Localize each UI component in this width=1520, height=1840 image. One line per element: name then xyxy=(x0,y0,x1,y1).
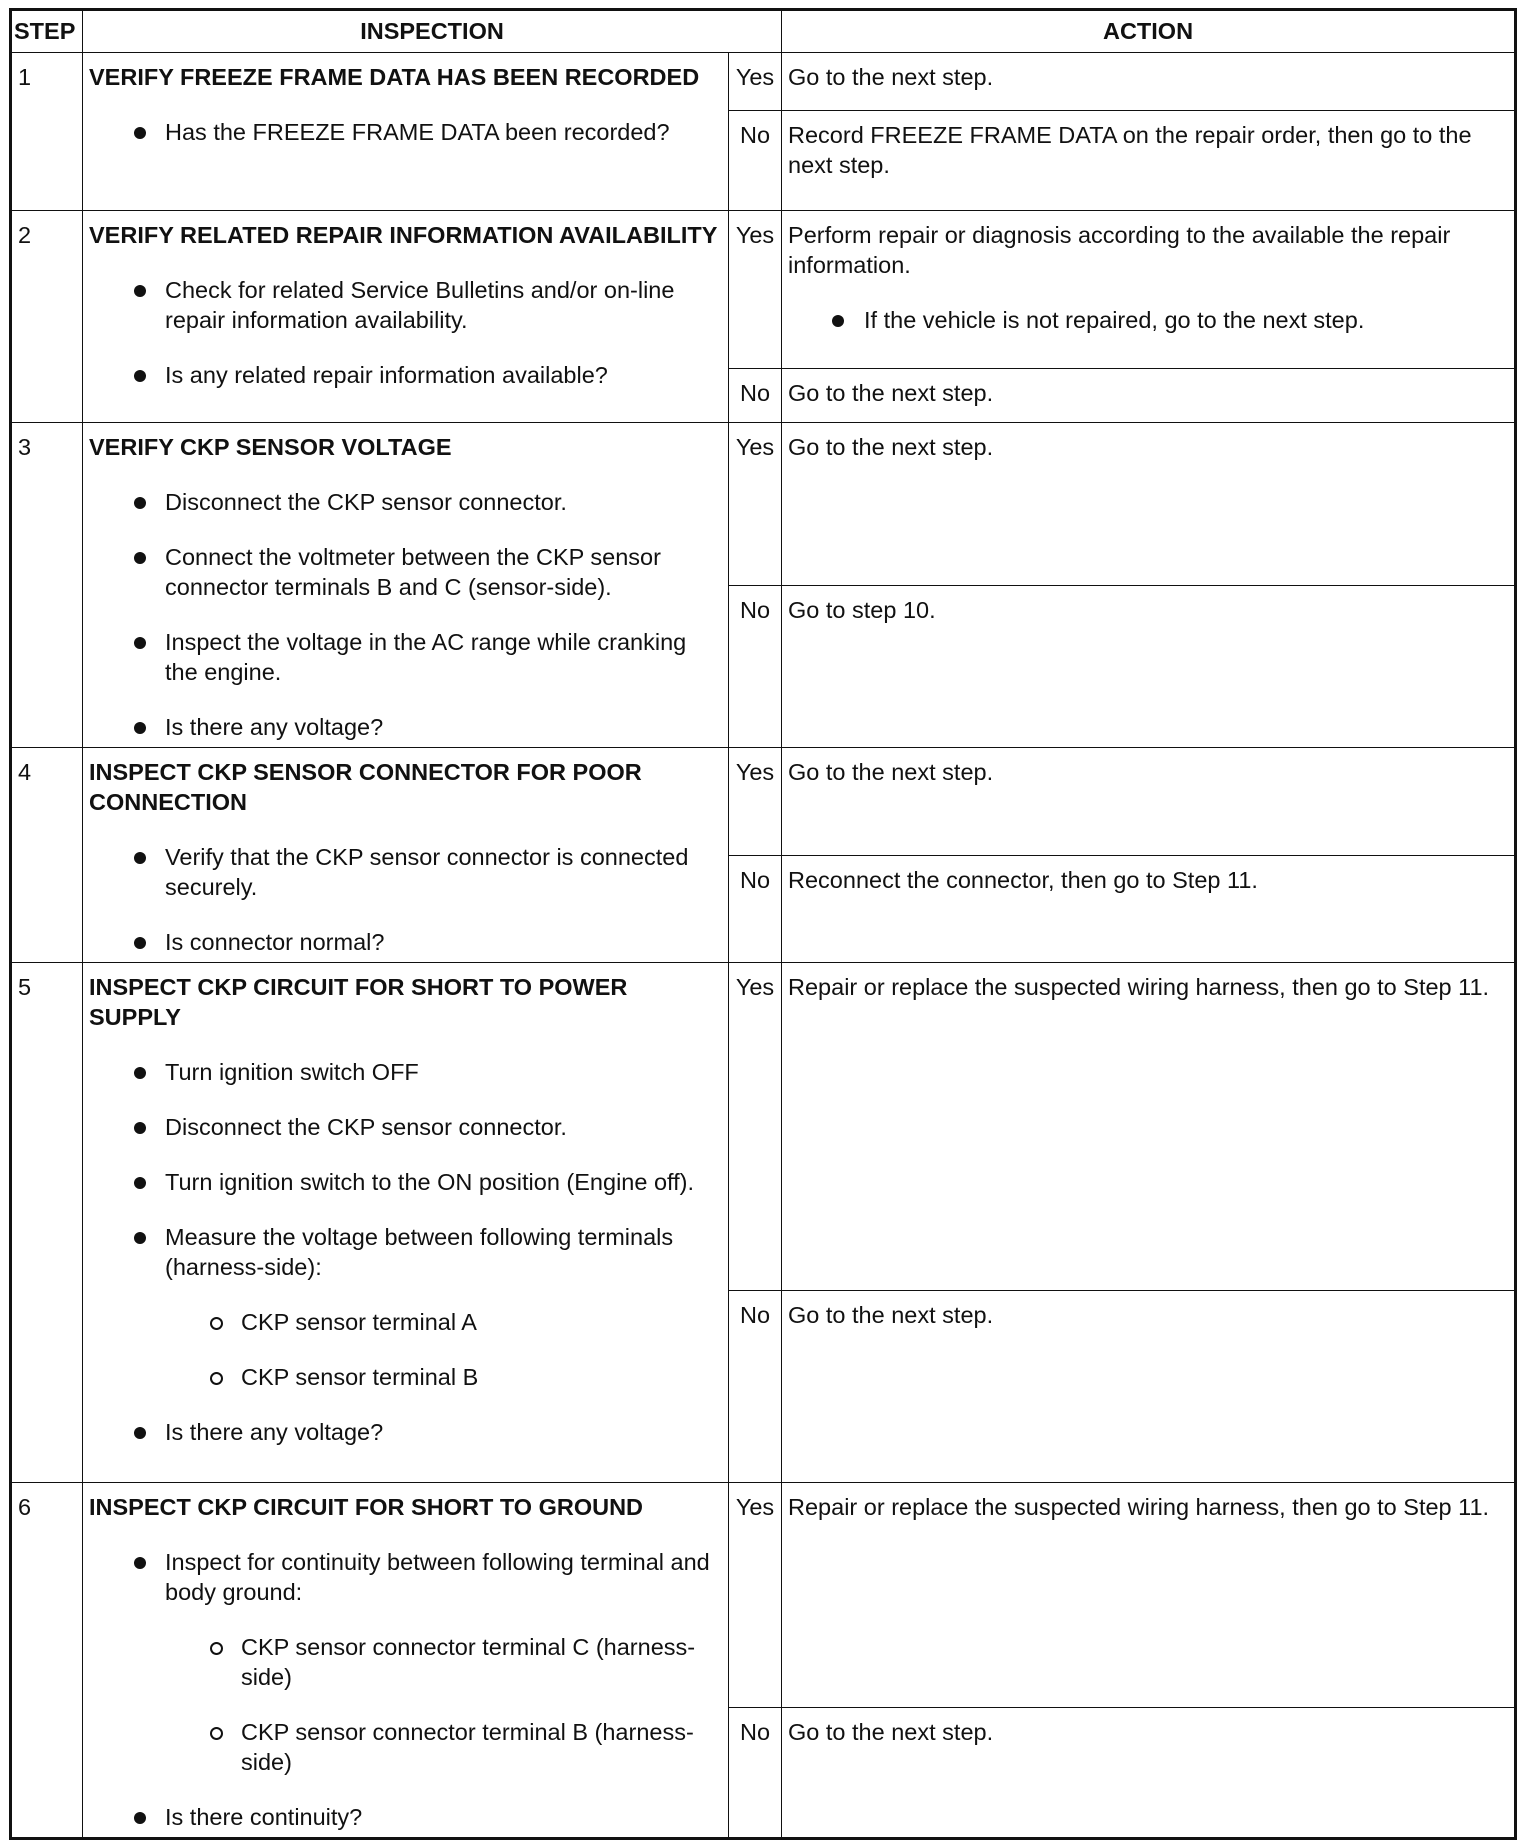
bullet-icon xyxy=(134,127,146,139)
no-action: Go to the next step. xyxy=(782,1291,1516,1483)
step-number: 1 xyxy=(11,53,83,211)
yes-action: Go to the next step. xyxy=(782,748,1516,856)
step-2-inspection xyxy=(83,211,729,423)
inspection-sub-bullet: CKP sensor connector terminal B (harness-side) xyxy=(89,1717,722,1777)
bullet-icon xyxy=(134,497,146,509)
no-action: Go to step 10. xyxy=(782,585,1516,748)
bullet-icon xyxy=(134,1427,146,1439)
step-number: 2 xyxy=(11,211,83,423)
step-1-inspection xyxy=(83,53,729,211)
inspection-bullet: Turn ignition switch OFF xyxy=(89,1057,722,1087)
step-number: 6 xyxy=(11,1483,83,1839)
bullet-icon xyxy=(832,315,844,327)
step-title: INSPECT CKP CIRCUIT FOR SHORT TO GROUND xyxy=(89,1494,644,1520)
inspection-bullet: Check for related Service Bulletins and/or on-line repair information availability. xyxy=(89,275,722,335)
bullet-icon xyxy=(134,637,146,649)
inspection-bullet: Disconnect the CKP sensor connector. xyxy=(89,487,722,517)
no-action: Go to the next step. xyxy=(782,1708,1516,1839)
step-3-yes-row xyxy=(11,423,1516,586)
bullet-icon xyxy=(134,1557,146,1569)
header-action: ACTION xyxy=(782,10,1516,53)
no-label: No xyxy=(729,585,782,748)
step-4-yes-row xyxy=(11,748,1516,856)
inspection-bullet: Has the FREEZE FRAME DATA been recorded? xyxy=(89,117,722,147)
bullet-icon xyxy=(134,1122,146,1134)
yes-action-cell xyxy=(782,211,1516,369)
yes-action: Repair or replace the suspected wiring harness, then go to Step 11. xyxy=(782,1483,1516,1708)
bullet-icon xyxy=(134,722,146,734)
no-action: Reconnect the connector, then go to Step 11. xyxy=(782,855,1516,963)
step-6-yes-row xyxy=(11,1483,1516,1708)
inspection-bullet: Connect the voltmeter between the CKP sensor connector terminals B and C (sensor-side). xyxy=(89,542,722,602)
inspection-bullet: Turn ignition switch to the ON position (Engine off). xyxy=(89,1167,722,1197)
step-title: INSPECT CKP CIRCUIT FOR SHORT TO POWER SUPPLY xyxy=(89,974,628,1030)
no-label: No xyxy=(729,111,782,211)
step-title: INSPECT CKP SENSOR CONNECTOR FOR POOR CONNECTION xyxy=(89,759,642,815)
no-action: Record FREEZE FRAME DATA on the repair order, then go to the next step. xyxy=(782,111,1516,211)
hollow-bullet-icon xyxy=(210,1727,223,1740)
hollow-bullet-icon xyxy=(210,1372,223,1385)
inspection-bullet: Is there any voltage? xyxy=(89,1417,722,1447)
step-2-yes-row xyxy=(11,211,1516,369)
no-action: Go to the next step. xyxy=(782,369,1516,423)
table-header-row xyxy=(11,10,1516,53)
no-label: No xyxy=(729,1291,782,1483)
yes-label: Yes xyxy=(729,963,782,1291)
bullet-icon xyxy=(134,1812,146,1824)
inspection-bullet: Is there any voltage? xyxy=(89,712,722,742)
bullet-icon xyxy=(134,852,146,864)
step-title: VERIFY CKP SENSOR VOLTAGE xyxy=(89,434,452,460)
inspection-bullet: Disconnect the CKP sensor connector. xyxy=(89,1112,722,1142)
inspection-sub-bullet: CKP sensor terminal A xyxy=(89,1307,722,1337)
diagnostic-procedure-sheet xyxy=(9,8,1514,1840)
yes-action: Go to the next step. xyxy=(782,53,1516,111)
step-4-inspection xyxy=(83,748,729,963)
step-5-inspection xyxy=(83,963,729,1483)
yes-label: Yes xyxy=(729,748,782,856)
yes-action: Perform repair or diagnosis according to the available the repair information. xyxy=(788,222,1451,278)
no-label: No xyxy=(729,855,782,963)
header-step: STEP xyxy=(11,10,83,53)
hollow-bullet-icon xyxy=(210,1642,223,1655)
step-number: 4 xyxy=(11,748,83,963)
step-number: 3 xyxy=(11,423,83,748)
inspection-bullet: Verify that the CKP sensor connector is connected securely. xyxy=(89,842,722,902)
bullet-icon xyxy=(134,285,146,297)
inspection-bullet: Inspect for continuity between following terminal and body ground: CKP sensor connector terminal C (harness-side) CKP sensor connector terminal B (harness-side) xyxy=(89,1547,722,1777)
step-1-yes-row xyxy=(11,53,1516,111)
hollow-bullet-icon xyxy=(210,1317,223,1330)
inspection-bullet: Is any related repair information available? xyxy=(89,360,722,390)
yes-action: Repair or replace the suspected wiring harness, then go to Step 11. xyxy=(782,963,1516,1291)
yes-action: Go to the next step. xyxy=(782,423,1516,586)
step-6-inspection xyxy=(83,1483,729,1839)
no-label: No xyxy=(729,369,782,423)
inspection-bullet: Inspect the voltage in the AC range while cranking the engine. xyxy=(89,627,722,687)
step-number: 5 xyxy=(11,963,83,1483)
bullet-icon xyxy=(134,552,146,564)
inspection-bullet: Measure the voltage between following terminals (harness-side): CKP sensor terminal A CKP sensor terminal B xyxy=(89,1222,722,1392)
step-title: VERIFY FREEZE FRAME DATA HAS BEEN RECORDED xyxy=(89,64,700,90)
bullet-icon xyxy=(134,1177,146,1189)
action-bullet: If the vehicle is not repaired, go to the next step. xyxy=(788,305,1508,335)
yes-label: Yes xyxy=(729,423,782,586)
bullet-icon xyxy=(134,937,146,949)
inspection-bullet: Is there continuity? xyxy=(89,1802,722,1832)
bullet-icon xyxy=(134,370,146,382)
no-label: No xyxy=(729,1708,782,1839)
step-title: VERIFY RELATED REPAIR INFORMATION AVAILABILITY xyxy=(89,222,718,248)
header-inspection: INSPECTION xyxy=(83,10,782,53)
bullet-icon xyxy=(134,1232,146,1244)
inspection-bullet: Is connector normal? xyxy=(89,927,722,957)
yes-label: Yes xyxy=(729,53,782,111)
yes-label: Yes xyxy=(729,211,782,369)
inspection-sub-bullet: CKP sensor connector terminal C (harness-side) xyxy=(89,1632,722,1692)
yes-label: Yes xyxy=(729,1483,782,1708)
diagnostic-table xyxy=(9,8,1517,1840)
step-5-yes-row xyxy=(11,963,1516,1291)
inspection-sub-bullet: CKP sensor terminal B xyxy=(89,1362,722,1392)
step-3-inspection xyxy=(83,423,729,748)
bullet-icon xyxy=(134,1067,146,1079)
